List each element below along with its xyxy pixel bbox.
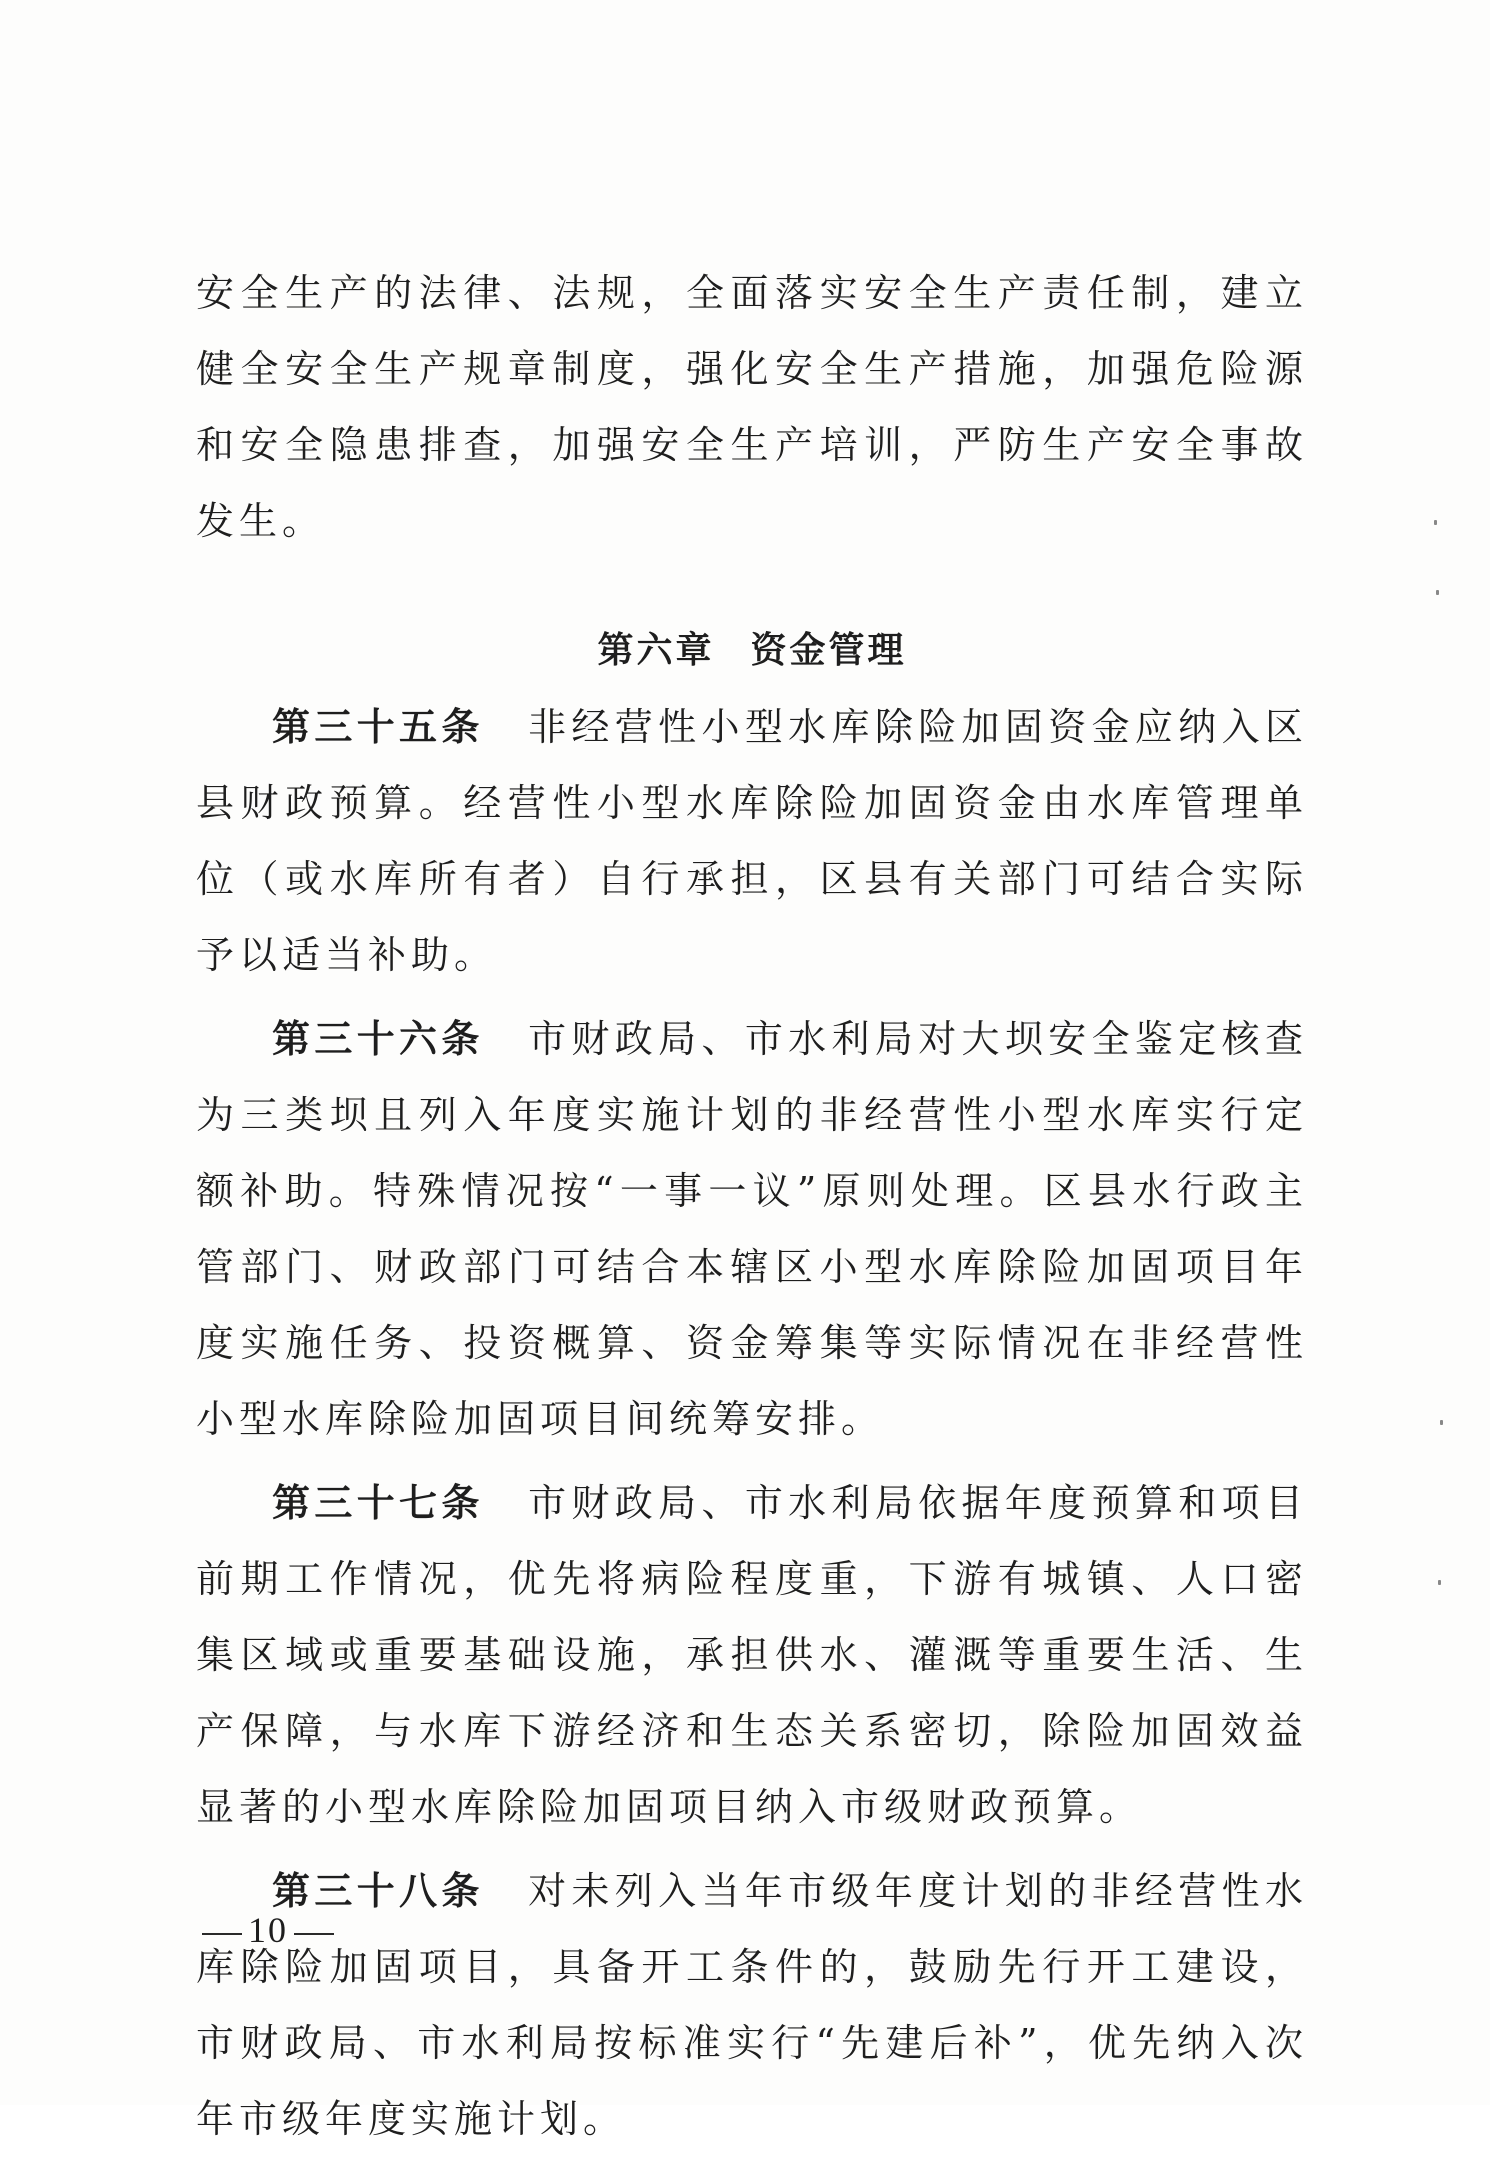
article-37 xyxy=(196,1465,1308,1845)
document-body xyxy=(196,255,1308,2157)
article-number: 第三十八条 xyxy=(272,1869,484,1913)
chapter-heading xyxy=(196,623,1308,679)
article-number: 第三十七条 xyxy=(272,1481,484,1525)
page-number-value: 10 xyxy=(248,1910,288,1950)
article-number: 第三十六条 xyxy=(272,1017,484,1061)
article-35 xyxy=(196,689,1308,993)
chapter-title: 资金管理 xyxy=(750,630,907,671)
article-number: 第三十五条 xyxy=(272,705,484,749)
article-38 xyxy=(196,1853,1308,2157)
article-36 xyxy=(196,1001,1308,1457)
article-text: 市财政局、市水利局依据年度预算和项目前期工作情况，优先将病险程度重，下游有城镇、人口密集区域或重要基础设施，承担供水、灌溉等重要生活、生产保障，与水库下游经济和生态关系密切，除险加固效益显著的小型水库除险加固项目纳入市级财政预算。 xyxy=(196,1481,1308,1829)
scan-speck xyxy=(1436,590,1439,595)
article-text: 对未列入当年市级年度计划的非经营性水库除险加固项目，具备开工条件的，鼓励先行开工建设，市财政局、市水利局按标准实行“先建后补”，优先纳入次年市级年度实施计划。 xyxy=(196,1869,1308,2141)
article-text: 非经营性小型水库除险加固资金应纳入区县财政预算。经营性小型水库除险加固资金由水库管理单位（或水库所有者）自行承担，区县有关部门可结合实际予以适当补助。 xyxy=(196,705,1308,977)
page-number xyxy=(196,1902,340,1958)
scan-speck xyxy=(1434,520,1437,525)
scan-speck xyxy=(1438,1580,1441,1585)
opening-paragraph: 安全生产的法律、法规，全面落实安全生产责任制，建立健全安全生产规章制度，强化安全生产措施，加强危险源和安全隐患排查，加强安全生产培训，严防生产安全事故发生。 xyxy=(196,271,1308,543)
chapter-number: 第六章 xyxy=(597,630,715,671)
dash-decoration xyxy=(202,1933,242,1935)
dash-decoration xyxy=(294,1933,334,1935)
scan-speck xyxy=(1440,1420,1443,1425)
article-text: 市财政局、市水利局对大坝安全鉴定核查为三类坝且列入年度实施计划的非经营性小型水库实行定额补助。特殊情况按“一事一议”原则处理。区县水行政主管部门、财政部门可结合本辖区小型水库除险加固项目年度实施任务、投资概算、资金筹集等实际情况在非经营性小型水库除险加固项目间统筹安排。 xyxy=(196,1017,1308,1441)
